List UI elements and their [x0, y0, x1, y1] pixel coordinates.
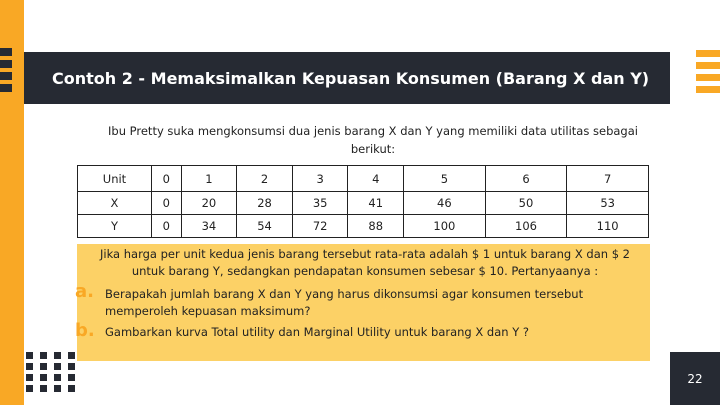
table-cell: X — [78, 192, 152, 215]
table-cell: 100 — [404, 215, 486, 238]
table-cell: 2 — [237, 166, 293, 192]
table-cell: 1 — [181, 166, 237, 192]
right-stripes-decoration — [696, 50, 720, 98]
table-cell: Y — [78, 215, 152, 238]
question-box — [77, 244, 650, 361]
table-cell: 34 — [181, 215, 237, 238]
table-cell: 35 — [292, 192, 348, 215]
table-cell: 20 — [181, 192, 237, 215]
question-b-letter: b. — [75, 320, 95, 341]
title-bar — [24, 52, 670, 104]
table-cell: 53 — [567, 192, 649, 215]
table-cell: 110 — [567, 215, 649, 238]
question-a-text: Berapakah jumlah barang X dan Y yang harus dikonsumsi agar konsumen tersebut memperoleh kepuasan maksimum? — [105, 287, 584, 318]
table-row — [78, 215, 649, 238]
table-cell: 3 — [292, 166, 348, 192]
question-intro: Jika harga per unit kedua jenis barang tersebut rata-rata adalah $ 1 untuk barang X dan $ 2 untuk barang Y, sedangkan pendapatan konsumen sebesar $ 10. Pertanyaanya : — [100, 247, 630, 278]
question-b-text: Gambarkan kurva Total utility dan Marginal Utility untuk barang X dan Y ? — [105, 325, 529, 339]
table-cell: 46 — [404, 192, 486, 215]
table-cell: 0 — [152, 192, 182, 215]
table-cell: 0 — [152, 215, 182, 238]
slide-title: Contoh 2 - Memaksimalkan Kepuasan Konsumen (Barang X dan Y) — [52, 68, 650, 88]
table-row — [78, 192, 649, 215]
table-cell: 5 — [404, 166, 486, 192]
table-header-row — [78, 166, 649, 192]
table-cell: 6 — [485, 166, 567, 192]
table-cell: 50 — [485, 192, 567, 215]
table-cell: 72 — [292, 215, 348, 238]
utility-table — [77, 165, 649, 238]
left-stripes-decoration — [0, 48, 12, 96]
table-cell: 28 — [237, 192, 293, 215]
table-cell: 88 — [348, 215, 404, 238]
table-cell: 0 — [152, 166, 182, 192]
table-cell: 106 — [485, 215, 567, 238]
table-cell: 4 — [348, 166, 404, 192]
page-number: 22 — [687, 371, 703, 386]
table-cell: 54 — [237, 215, 293, 238]
intro-text: Ibu Pretty suka mengkonsumsi dua jenis barang X dan Y yang memiliki data utilitas sebagai berikut: — [108, 124, 638, 156]
dots-decoration — [26, 352, 78, 396]
question-a-letter: a. — [75, 281, 94, 302]
table-cell: 41 — [348, 192, 404, 215]
page-number-box — [670, 352, 720, 405]
table-cell: Unit — [78, 166, 152, 192]
table-cell: 7 — [567, 166, 649, 192]
